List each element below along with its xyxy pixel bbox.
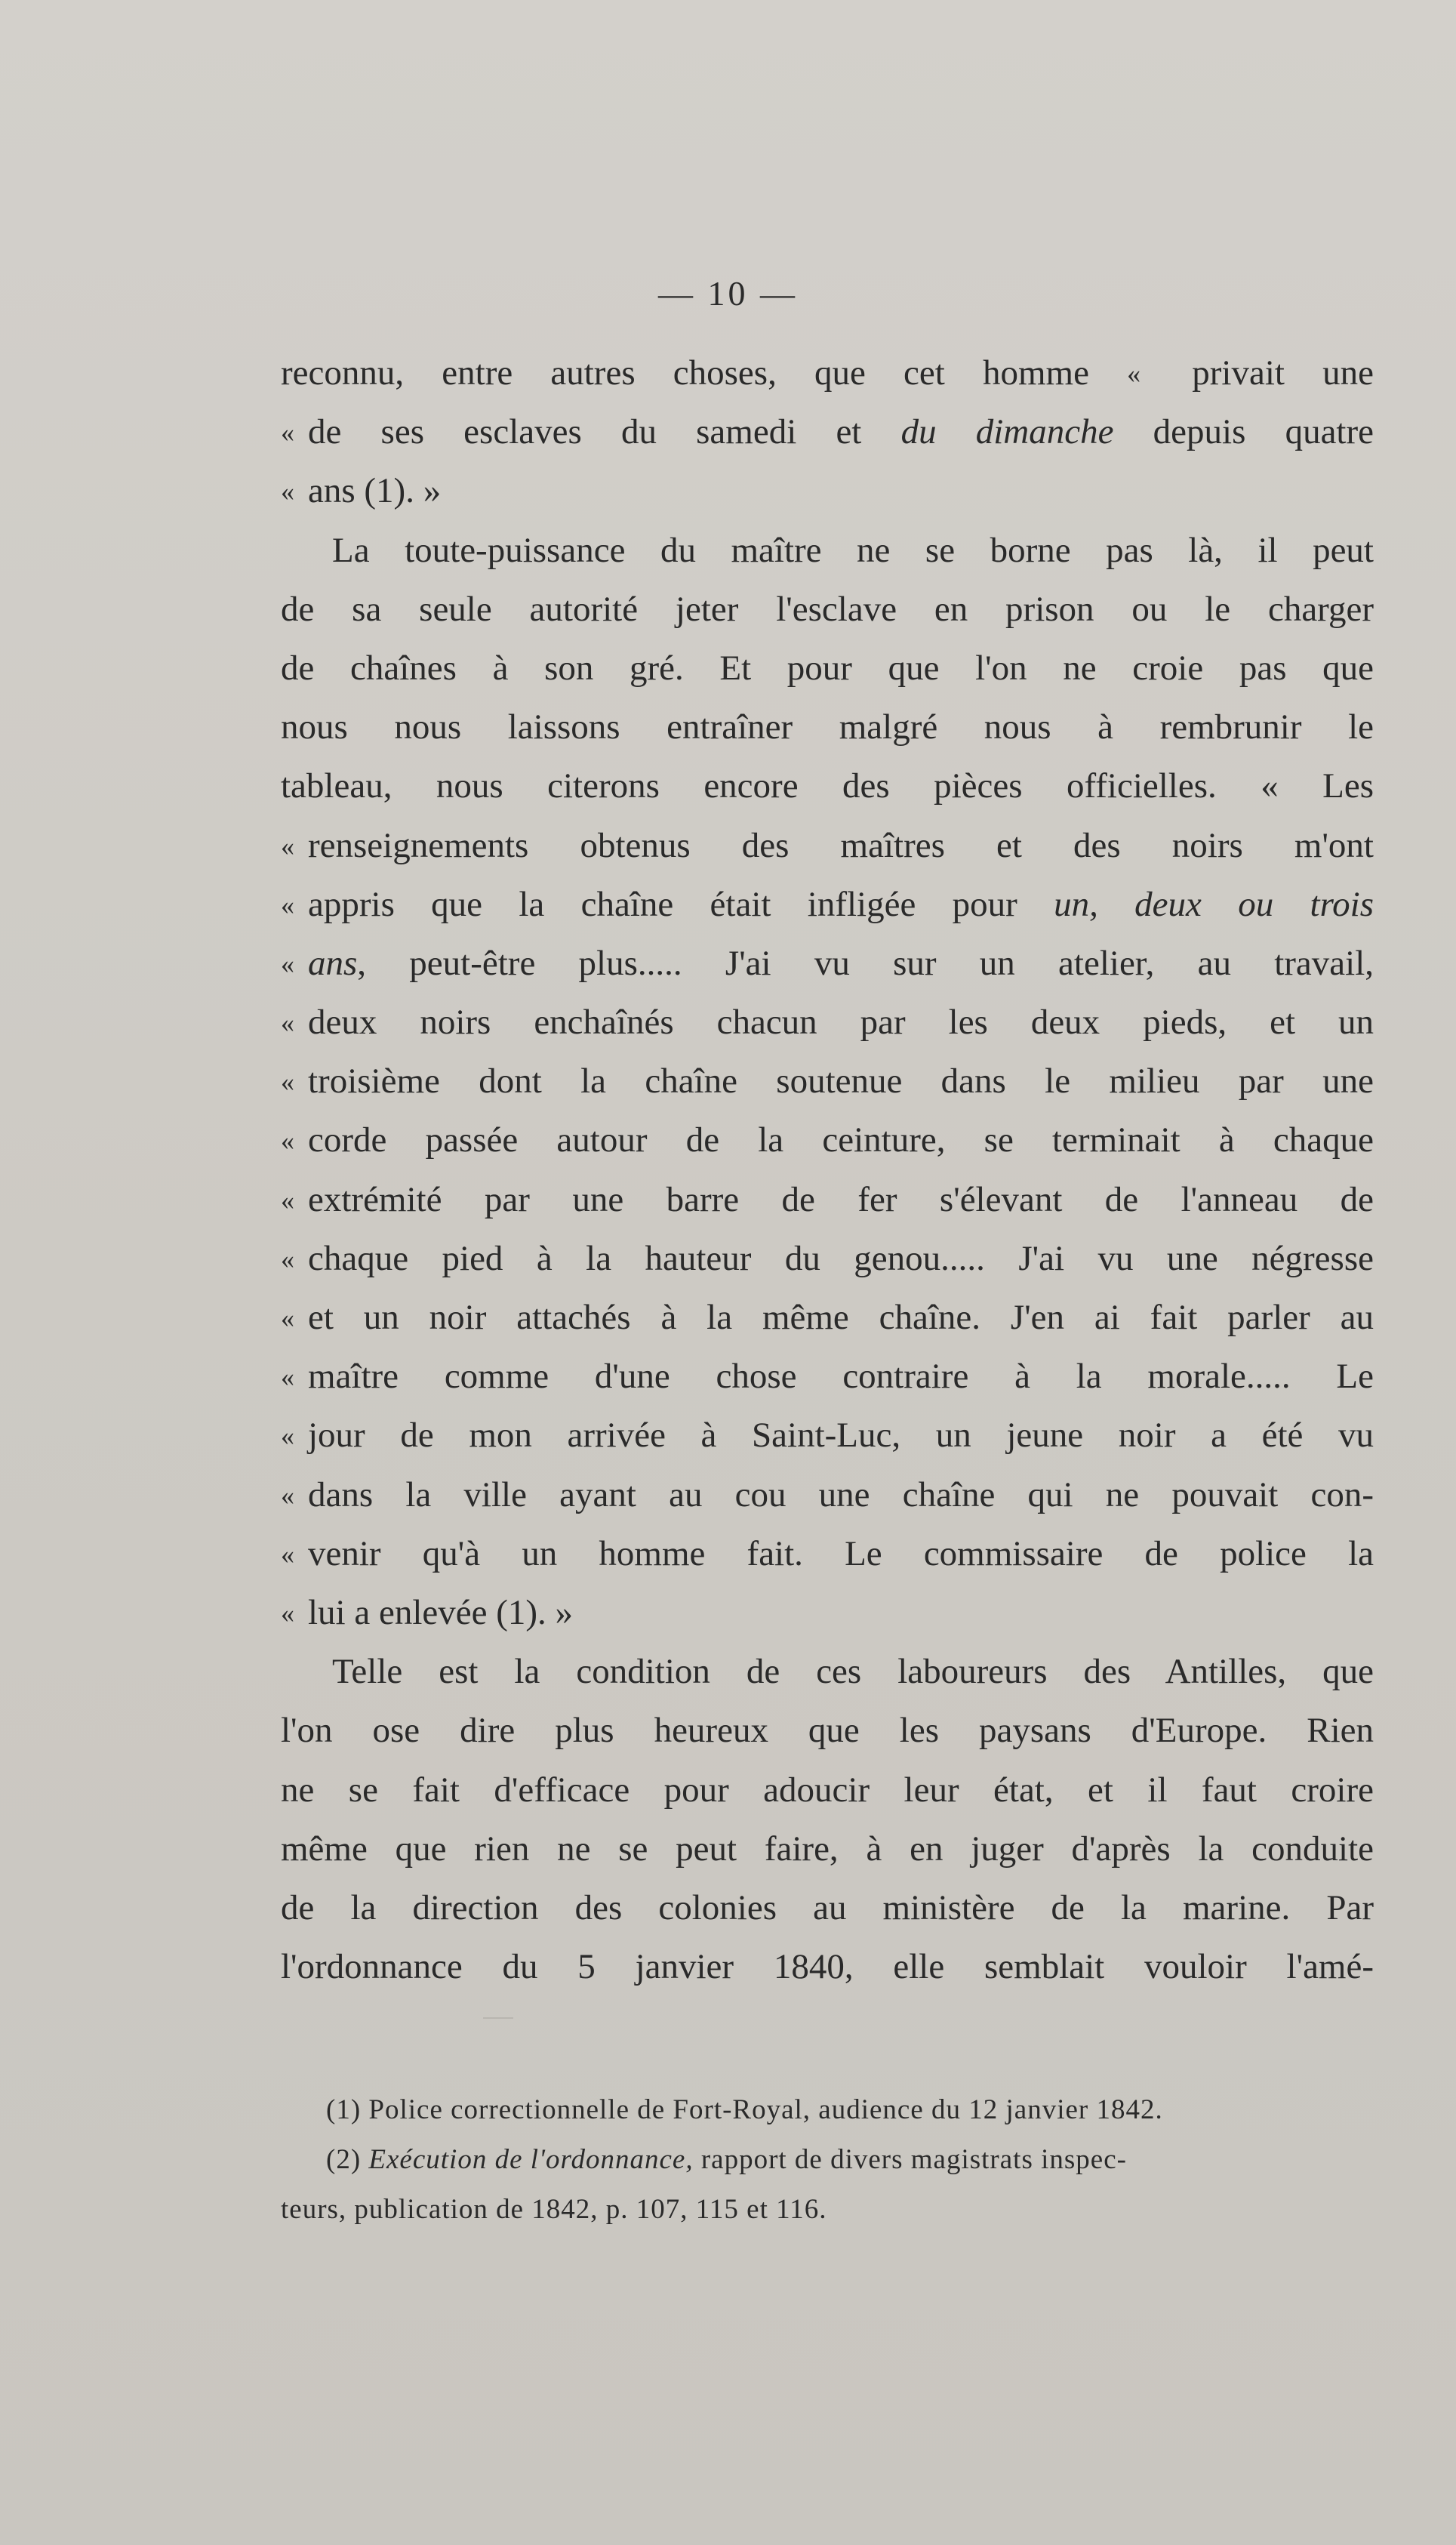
quoted-line: « venir qu'à un homme fait. Le commissaire de police la bbox=[281, 1533, 1374, 1573]
text-line: de sa seule autorité jeter l'esclave en prison ou le charger bbox=[281, 589, 1374, 629]
text-line: « de ses esclaves du samedi et du dimanche depuis quatre bbox=[281, 412, 1374, 452]
text-line: l'on ose dire plus heureux que les paysans d'Europe. Rien bbox=[281, 1711, 1374, 1751]
body-text bbox=[281, 344, 1374, 1996]
quoted-line: « ans, peut-être plus..... J'ai vu sur un atelier, au travail, bbox=[281, 943, 1374, 983]
quoted-line: « et un noir attachés à la même chaîne. J'en ai fait parler au bbox=[281, 1298, 1374, 1337]
quoted-line: « troisième dont la chaîne soutenue dans le milieu par une bbox=[281, 1061, 1374, 1101]
quoted-line: « chaque pied à la hauteur du genou..... J'ai vu une négresse bbox=[281, 1238, 1374, 1278]
text-line: reconnu, entre autres choses, que cet homme « privait une bbox=[281, 353, 1374, 393]
footnote-divider bbox=[483, 2017, 513, 2019]
text-line: La toute-puissance du maître ne se borne pas là, il peut bbox=[332, 530, 1374, 570]
text-line: nous nous laissons entraîner malgré nous à rembrunir le bbox=[281, 707, 1374, 747]
quoted-line: « deux noirs enchaînés chacun par les deux pieds, et un bbox=[281, 1003, 1374, 1043]
text-line: même que rien ne se peut faire, à en juger d'après la conduite bbox=[281, 1829, 1374, 1869]
text-line: de chaînes à son gré. Et pour que l'on ne croie pas que bbox=[281, 648, 1374, 688]
quoted-line: « maître comme d'une chose contraire à la morale..... Le bbox=[281, 1357, 1374, 1397]
page-number: — 10 — bbox=[658, 274, 798, 313]
footnotes bbox=[281, 2085, 1374, 2235]
text-line: l'ordonnance du 5 janvier 1840, elle semblait vouloir l'amé- bbox=[281, 1947, 1374, 1987]
quoted-line: « lui a enlevée (1). » bbox=[281, 1592, 574, 1632]
text-line: de la direction des colonies au ministère de la marine. Par bbox=[281, 1887, 1374, 1927]
quoted-line: « renseignements obtenus des maîtres et des noirs m'ont bbox=[281, 825, 1374, 865]
text-line: ne se fait d'efficace pour adoucir leur état, et il faut croire bbox=[281, 1770, 1374, 1810]
text-line: « ans (1). » bbox=[281, 471, 442, 511]
footnote-2-continuation: teurs, publication de 1842, p. 107, 115 et 116. bbox=[281, 2194, 827, 2225]
text-line: Telle est la condition de ces laboureurs des Antilles, que bbox=[332, 1652, 1374, 1692]
footnote-2: (2) Exécution de l'ordonnance, rapport de divers magistrats inspec- bbox=[326, 2144, 1127, 2175]
quoted-line: « appris que la chaîne était infligée pour un, deux ou trois bbox=[281, 884, 1374, 924]
quoted-line: « dans la ville ayant au cou une chaîne qui ne pouvait con- bbox=[281, 1474, 1374, 1514]
quoted-line: « jour de mon arrivée à Saint-Luc, un jeune noir a été vu bbox=[281, 1416, 1374, 1456]
quoted-line: « corde passée autour de la ceinture, se terminait à chaque bbox=[281, 1120, 1374, 1160]
quoted-line: « extrémité par une barre de fer s'élevant de l'anneau de bbox=[281, 1179, 1374, 1219]
text-line: tableau, nous citerons encore des pièces officielles. « Les bbox=[281, 766, 1374, 806]
footnote-1: (1) Police correctionnelle de Fort-Royal, audience du 12 janvier 1842. bbox=[326, 2094, 1163, 2125]
